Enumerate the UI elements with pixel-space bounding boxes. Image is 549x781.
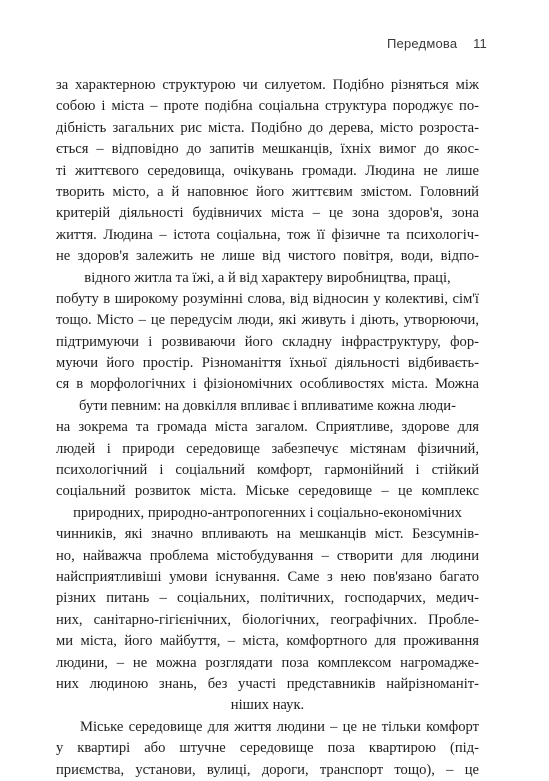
text-line: побуту в широкому розумінні слова, від відносин у колективі, сім'ї (56, 290, 479, 307)
text-line: муючи його простір. Різноманіття їхньої діяльності відбиваєть- (56, 355, 479, 372)
text-line: бути певним: на довкілля впливає і впливатиме кожна люди- (79, 397, 456, 414)
text-line: не здоров'я залежить не лише від чистого повітря, води, відпо- (56, 248, 479, 265)
text-line: собою і міста – проте подібна соціальна структура породжує по- (56, 98, 479, 115)
text-line: ми міста, його майбуття, – міста, комфортного для проживання (56, 633, 479, 650)
text-line: природних, природно-антропогенних і соціально-економічних (73, 504, 462, 521)
text-line: різних питань – соціальних, політичних, господарчих, медич- (56, 590, 479, 607)
running-header (387, 36, 487, 51)
text-line: ті життєвого середовища, очікувань громади. Людина не лише (56, 162, 479, 179)
body-text (56, 75, 479, 781)
text-line: них, санітарно-гігієнічних, біологічних, географічних. Пробле- (56, 611, 479, 628)
text-line: найсприятливіші умови існування. Саме з нею пов'язано багато (56, 568, 479, 585)
text-line: на зокрема та громада міста загалом. Сприятливе, здорове для (56, 419, 479, 436)
text-line: ється – відповідно до запитів мешканців, їхніх вимог до якос- (56, 141, 479, 158)
text-line: відного житла та їжі, а й від характеру виробництва, праці, (84, 269, 451, 286)
section-title: Передмова (386, 36, 458, 51)
text-line: чинників, які значно впливають на мешканців міст. Безсумнів- (56, 526, 479, 543)
text-line: психологічний і соціальний комфорт, гармонійний і стійкий (56, 462, 479, 479)
text-line: творить місто, а й наповнює його життєвим змістом. Головний (56, 183, 479, 200)
text-line: життя. Людина – істота соціальна, тож її фізичне та психологіч- (56, 226, 479, 243)
text-line: людей і природи середовище забезпечує містянам фізичний, (56, 440, 479, 457)
text-line: критерій діяльності будівничих міста – це зона здоров'я, зона (56, 205, 479, 222)
text-line: соціальний розвиток міста. Міське середовище – це комплекс (56, 483, 479, 500)
text-line: них людиною знань, без участі представників найрізноманіт- (56, 675, 479, 692)
text-line: за характерною структурою чи силуетом. Подібно різняться між (56, 77, 479, 93)
text-line: підтримуючи і розвиваючи його складну інфраструктуру, фор- (56, 333, 479, 350)
text-line: людини, – не можна розглядати поза комплексом нагромадже- (56, 654, 479, 671)
text-line: Міське середовище для життя людини – це не тільки комфорт (80, 718, 479, 735)
text-line: ся в морфологічних і фізіономічних особливостях міста. Можна (56, 376, 479, 393)
text-line: у квартирі або штучне середовище поза квартирою (під- (56, 740, 479, 757)
text-line: тощо. Місто – це передусім люди, які живуть і діють, утворюючи, (56, 312, 479, 329)
text-line: ніших наук. (230, 697, 305, 714)
page-number: 11 (473, 36, 487, 51)
text-line: дібність загальних рис міста. Подібно до дерева, місто розроста- (56, 119, 479, 136)
text-line: приємства, установи, вулиці, дороги, транспорт тощо), – це (56, 761, 479, 778)
text-line: но, найважча проблема містобудування – створити для людини (56, 547, 479, 564)
